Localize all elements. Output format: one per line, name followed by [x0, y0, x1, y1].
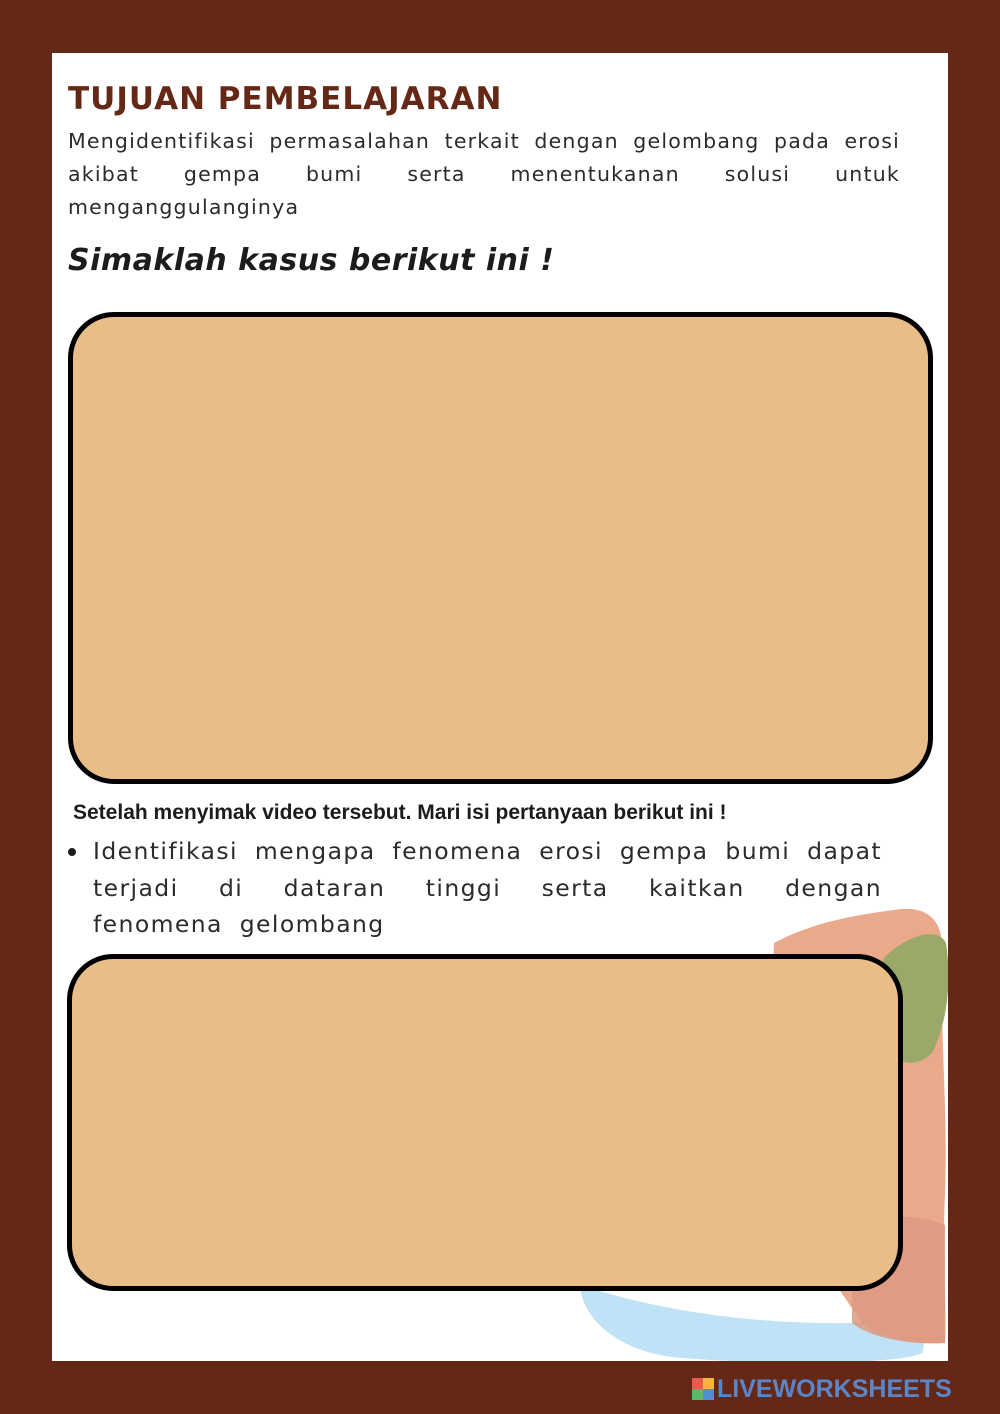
watermark-text: LIVEWORKSHEETS [717, 1374, 952, 1403]
liveworksheets-watermark [692, 1376, 952, 1402]
answer-input-box[interactable] [67, 954, 903, 1291]
question-instruction: Setelah menyimak video tersebut. Mari isi pertanyaan berikut ini ! [73, 801, 727, 824]
worksheet-page [52, 53, 948, 1361]
learning-objective-text: Mengidentifikasi permasalahan terkait dengan gelombang pada erosi akibat gempa bumi serta menentukanan solusi untuk menganggulanginya [68, 129, 900, 219]
question-list [68, 833, 882, 943]
case-prompt-heading: Simaklah kasus berikut ini ! [68, 243, 555, 278]
bullet-icon [68, 848, 76, 856]
video-placeholder-box[interactable] [68, 312, 933, 784]
list-item [68, 833, 882, 943]
learning-objective-title: TUJUAN PEMBELAJARAN [68, 81, 503, 117]
question-text: Identifikasi mengapa fenomena erosi gempa bumi dapat terjadi di dataran tinggi serta kaitkan dengan fenomena gelombang [93, 837, 882, 938]
liveworksheets-logo-icon [692, 1378, 714, 1400]
